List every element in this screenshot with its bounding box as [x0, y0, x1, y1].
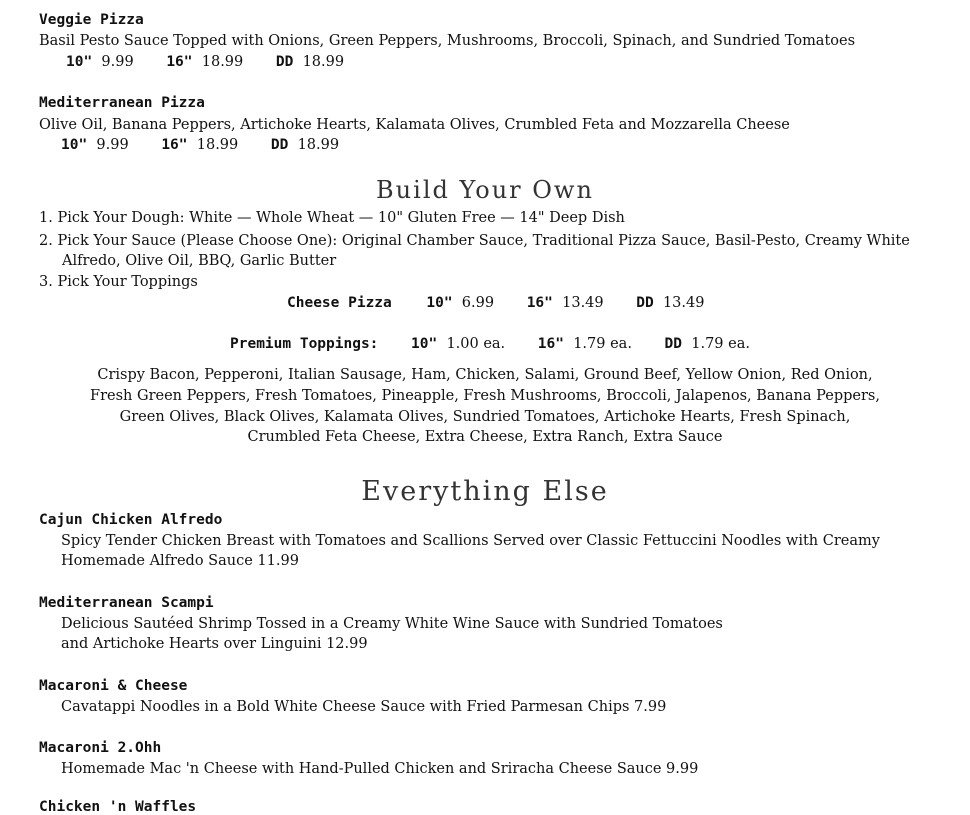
size-label: 16" — [161, 137, 188, 153]
premium-toppings-label: Premium Toppings: — [230, 336, 379, 352]
item-description-macaroni-2-ohh: Homemade Mac 'n Cheese with Hand-Pulled Chicken and Sriracha Cheese Sauce 9.99 — [61, 761, 699, 777]
item-description-cajun-chicken-alfredo: Spicy Tender Chicken Breast with Tomatoes and Scallions Served over Classic Fettuccini Noodles with Creamy — [61, 533, 880, 549]
item-title-veggie-pizza: Veggie Pizza — [39, 12, 144, 28]
size-label: 10" — [426, 295, 453, 311]
toppings-list-line: Crispy Bacon, Pepperoni, Italian Sausage, Ham, Chicken, Salami, Ground Beef, Yellow Onion, Red Onion, — [97, 367, 873, 383]
size-label: 10" — [61, 137, 88, 153]
build-step-sauce: 2. Pick Your Sauce (Please Choose One): Original Chamber Sauce, Traditional Pizza Sauce, Basil-Pesto, Creamy White — [39, 233, 910, 249]
size-label: 10" — [66, 54, 93, 70]
price-value: 9.99 — [96, 137, 129, 153]
toppings-list-line: Fresh Green Peppers, Fresh Tomatoes, Pineapple, Fresh Mushrooms, Broccoli, Jalapenos, Banana Peppers, — [90, 388, 880, 404]
section-heading-build-your-own: Build Your Own — [376, 176, 594, 204]
price-value: 18.99 — [297, 137, 340, 153]
price-value: 9.99 — [101, 54, 134, 70]
size-label: DD — [636, 295, 654, 311]
item-title-macaroni-2-ohh: Macaroni 2.Ohh — [39, 740, 162, 756]
size-label: 10" — [411, 336, 438, 352]
item-title-mediterranean-pizza: Mediterranean Pizza — [39, 95, 205, 111]
build-step-dough: 1. Pick Your Dough: White — Whole Wheat — 10" Gluten Free — 14" Deep Dish — [39, 210, 625, 226]
item-description-macaroni-cheese: Cavatappi Noodles in a Bold White Cheese Sauce with Fried Parmesan Chips 7.99 — [61, 699, 667, 715]
price-value: 6.99 — [461, 295, 495, 311]
price-value: 13.49 — [662, 295, 705, 311]
price-value: 13.49 — [562, 295, 604, 311]
item-description-veggie-pizza: Basil Pesto Sauce Topped with Onions, Green Peppers, Mushrooms, Broccoli, Spinach, and Sundried Tomatoes — [39, 33, 856, 49]
item-title-macaroni-cheese: Macaroni & Cheese — [39, 678, 188, 694]
toppings-list-line: Green Olives, Black Olives, Kalamata Olives, Sundried Tomatoes, Artichoke Hearts, Fresh Spinach, — [119, 409, 851, 425]
price-value: 18.99 — [196, 137, 239, 153]
size-label: DD — [275, 54, 294, 70]
price-value: 18.99 — [201, 54, 244, 70]
price-value: 1.79 ea. — [691, 336, 750, 352]
size-label: 16" — [166, 54, 193, 70]
cheese-pizza-prices — [287, 295, 704, 311]
toppings-list-line: Crumbled Feta Cheese, Extra Cheese, Extra Ranch, Extra Sauce — [247, 429, 723, 445]
price-value: 1.00 ea. — [446, 336, 506, 352]
size-label: DD — [270, 137, 289, 153]
section-heading-everything-else: Everything Else — [361, 476, 609, 507]
item-prices-mediterranean-pizza — [61, 137, 339, 153]
price-value: 1.79 ea. — [573, 336, 632, 352]
premium-toppings-prices — [230, 336, 750, 352]
size-label: 16" — [526, 295, 553, 311]
cheese-pizza-label: Cheese Pizza — [287, 295, 392, 311]
build-step-toppings: 3. Pick Your Toppings — [39, 274, 198, 290]
item-description-mediterranean-scampi: Delicious Sautéed Shrimp Tossed in a Creamy White Wine Sauce with Sundried Tomatoes — [61, 616, 723, 632]
size-label: DD — [664, 336, 683, 352]
price-value: 18.99 — [302, 54, 345, 70]
item-description-mediterranean-scampi: and Artichoke Hearts over Linguini 12.99 — [61, 636, 368, 652]
item-title-cajun-chicken-alfredo: Cajun Chicken Alfredo — [39, 512, 223, 528]
size-label: 16" — [537, 336, 564, 352]
item-prices-veggie-pizza — [66, 54, 344, 70]
item-description-cajun-chicken-alfredo: Homemade Alfredo Sauce 11.99 — [61, 553, 299, 569]
item-title-chicken-n-waffles: Chicken 'n Waffles — [39, 799, 197, 815]
item-description-mediterranean-pizza: Olive Oil, Banana Peppers, Artichoke Hearts, Kalamata Olives, Crumbled Feta and Mozzarella Cheese — [39, 117, 790, 133]
build-step-sauce-continued: Alfredo, Olive Oil, BBQ, Garlic Butter — [62, 253, 337, 269]
item-title-mediterranean-scampi: Mediterranean Scampi — [39, 595, 214, 611]
